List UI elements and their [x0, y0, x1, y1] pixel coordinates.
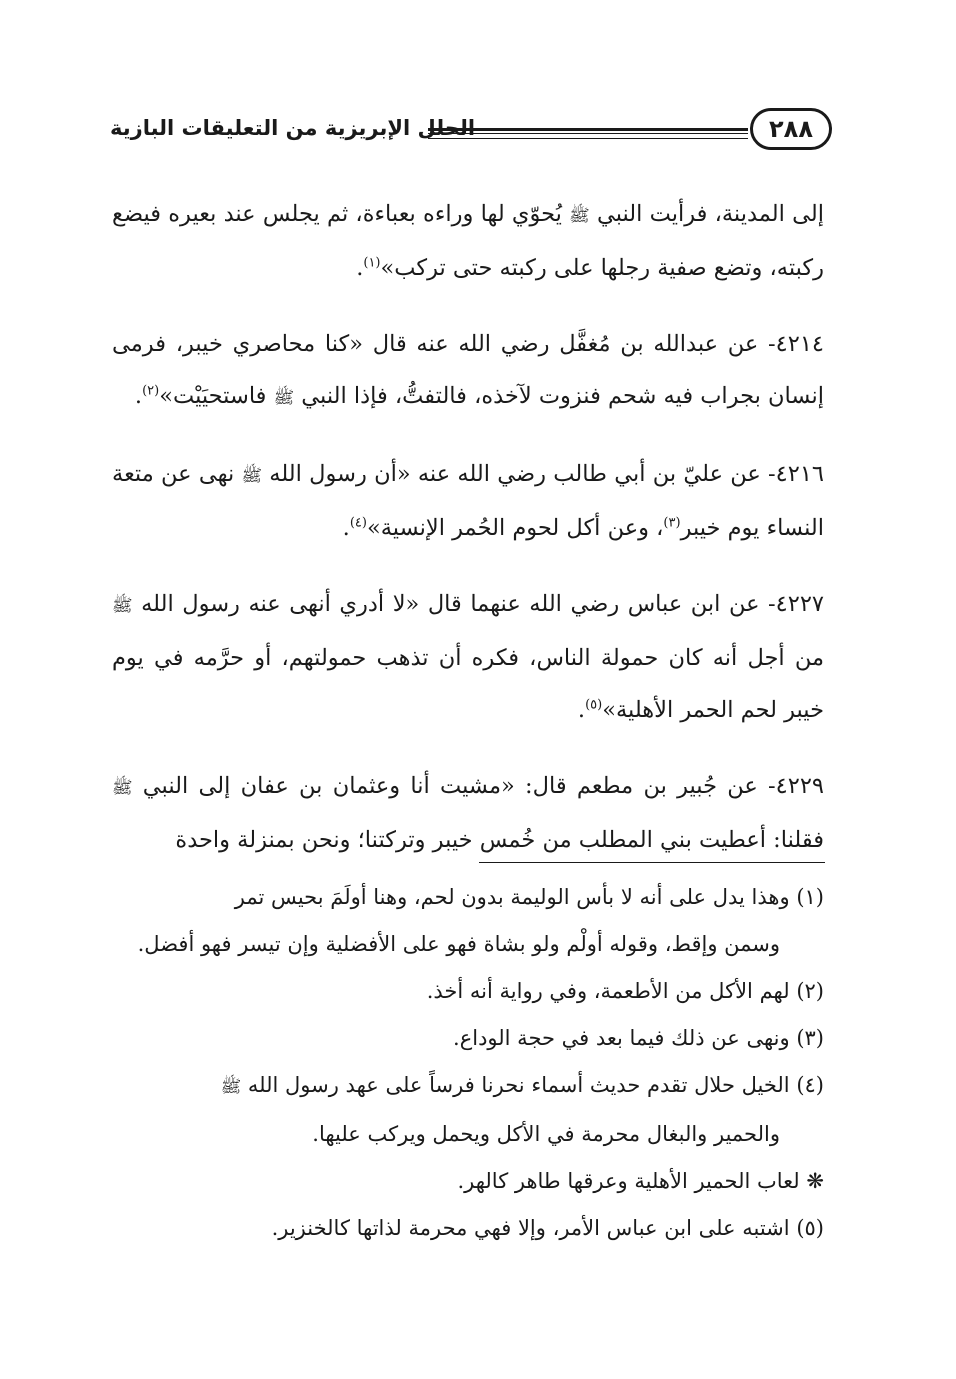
salawat-glyph: ﷺ: [112, 778, 133, 798]
running-title: الحلل الإبريزية من التعليقات البازية: [110, 116, 476, 140]
footnote-separator: [479, 862, 825, 863]
salawat-glyph: ﷺ: [273, 388, 295, 408]
hadith-4227: ٤٢٢٧- عن ابن عباس رضي الله عنهما قال «لا أدري أنهى عنه رسول الله ﷺ من أجل أنه كان حمولة الناس، فكره أن تذهب حمولتهم، أو حرَّمه في يوم خيبر لحم الحمر الأهلية»$^{(٥)}$.: [112, 591, 824, 723]
salawat-glyph: ﷺ: [220, 1077, 242, 1097]
main-text: [112, 188, 824, 890]
footnote-5: (٥) اشتبه على ابن عباس الأمر، وإلا فهي محرمة لذاتها كالخنزير.: [271, 1216, 824, 1240]
asterism-icon: ❋: [806, 1169, 824, 1193]
hadith-4216: ٤٢١٦- عن عليّ بن أبي طالب رضي الله عنه «أن رسول الله ﷺ نهى عن متعة النساء يوم خيبر$^{(٣)}$، وعن أكل لحوم الحُمر الإنسية»$^{(٤)}$.: [112, 461, 825, 541]
footnote-ref: (٤): [349, 515, 367, 531]
salawat-glyph: ﷺ: [241, 466, 263, 486]
salawat-glyph: ﷺ: [569, 206, 590, 226]
footnote-2: (٢) لهم الأكل من الأطعمة، وفي رواية أنه أخذ.: [426, 979, 824, 1003]
footnote-ref: (٣): [663, 515, 681, 531]
footnote-4: (٤) الخيل حلال تقدم حديث أسماء نحرنا فرساً على عهد رسول الله ﷺ والحمير والبغال محرمة في الأكل ويحمل ويركب عليها.: [220, 1073, 824, 1146]
footnote-ref: (٢): [142, 383, 160, 399]
page-header: [110, 108, 830, 158]
footnote-3: (٣) ونهى عن ذلك فيما بعد في حجة الوداع.: [453, 1026, 824, 1050]
paragraph: إلى المدينة، فرأيت النبي ﷺ يُحوّي لها وراءه بعباءة، ثم يجلس عند بعيره فيضع ركبته، وتضع صفية رجلها على ركبته حتى تركب»$^{(١)}$.: [112, 201, 824, 281]
salawat-glyph: ﷺ: [112, 596, 133, 616]
page-number-badge: ٢٨٨: [750, 108, 832, 150]
hadith-4214: ٤٢١٤- عن عبدالله بن مُغفَّل رضي الله عنه قال «كنا محاصري خيبر، فرمى إنسان بجراب فيه شحم فنزوت لآخذه، فالتفتُّ، فإذا النبي ﷺ فاستحيَيْت»$^{(٢)}$.: [112, 331, 824, 409]
footnotes: [112, 874, 824, 1252]
footnote-ref: (١): [363, 255, 381, 271]
footnote-note: ❋ لعاب الحمير الأهلية وعرقها طاهر كالهر.: [457, 1169, 824, 1193]
footnote-ref: (٥): [585, 697, 603, 713]
footnote-1: (١) وهذا يدل على أنه لا بأس الوليمة بدون لحم، وهنا أولَمَ بحيس تمر وسمن وإقط، وقوله أولْم ولو بشاة فهو على الأفضلية وإن تيسر فهو أفضل.: [137, 885, 824, 956]
hadith-4229: ٤٢٢٩- عن جُبير بن مطعم قال: «مشيت أنا وعثمان بن عفان إلى النبي ﷺ فقلنا: أعطيت بني المطلب من خُمس خيبر وتركتنا؛ ونحن بمنزلة واحدة: [112, 773, 824, 853]
header-rule: [428, 128, 748, 139]
